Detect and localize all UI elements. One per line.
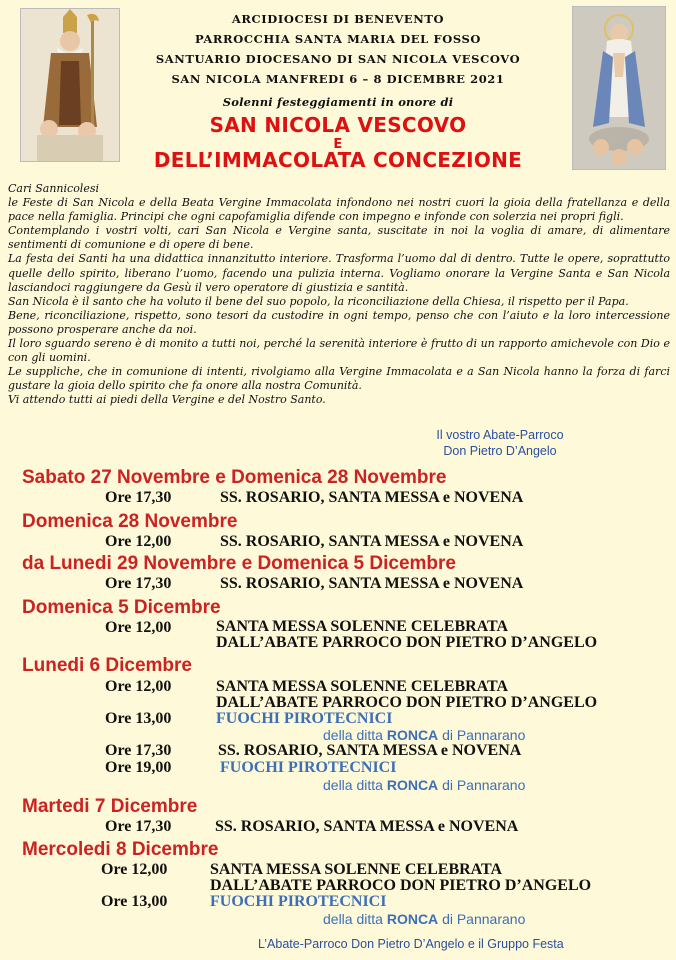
ditta-prefix: della ditta: [323, 911, 383, 927]
day-heading: Lunedi 6 Dicembre: [22, 655, 192, 676]
event-description: SS. ROSARIO, SANTA MESSA e NOVENA: [220, 533, 524, 550]
header-diocese: ARCIDIOCESI DI BENEVENTO: [231, 12, 445, 26]
event-description: SS. ROSARIO, SANTA MESSA e NOVENA: [218, 742, 522, 759]
event-description: FUOCHI PIROTECNICI: [210, 893, 387, 910]
event-time: Ore 17,30: [105, 818, 172, 835]
event-time: Ore 13,00: [105, 710, 172, 727]
letter-paragraph: Le suppliche, che in comunione di intenti, rivolgiamo alla Vergine Immacolata e a San Nicola hanno la forza di farci gustare la gioia dello spirito che fa onore alla nostra Comunità.: [8, 365, 670, 393]
event-time: Ore 12,00: [101, 861, 168, 878]
letter-paragraph: le Feste di San Nicola e della Beata Vergine Immacolata infondono nei nostri cuori la gioia della fratellanza e della pace nella famiglia. Principi che ogni capofamiglia difende con impegno e infonde con solerzia nei propri figli.: [8, 196, 670, 224]
pastoral-letter: [8, 182, 670, 408]
letter-signature: [400, 428, 600, 459]
day-heading: da Lunedi 29 Novembre e Domenica 5 Dicembre: [22, 553, 456, 574]
event-description: DALL’ABATE PARROCO DON PIETRO D’ANGELO: [210, 877, 592, 894]
event-description: SS. ROSARIO, SANTA MESSA e NOVENA: [220, 575, 524, 592]
event-description: DALL’ABATE PARROCO DON PIETRO D’ANGELO: [216, 694, 598, 711]
event-description: SS. ROSARIO, SANTA MESSA e NOVENA: [215, 818, 519, 835]
event-description: FUOCHI PIROTECNICI: [216, 710, 393, 727]
ditta-name: RONCA: [386, 911, 439, 927]
title-immacolata: DELL’IMMACOLATA CONCEZIONE: [153, 148, 523, 172]
header-parish: PARROCCHIA SANTA MARIA DEL FOSSO: [194, 32, 482, 46]
letter-paragraph: San Nicola è il santo che ha voluto il bene del suo popolo, la riconciliazione della Chiesa, il rispetto per il Papa.: [8, 294, 629, 308]
signature-name: Don Pietro D’Angelo: [443, 443, 557, 458]
letter-paragraph: Vi attendo tutti ai piedi della Vergine e del Nostro Santo.: [8, 393, 326, 407]
event-description: SANTA MESSA SOLENNE CELEBRATA: [216, 678, 509, 695]
fireworks-company: [323, 727, 525, 743]
letter-paragraph: Bene, riconciliazione, rispetto, sono tesori da custodire in ogni tempo, penso che con l’aiuto e la loro intercessione possono prosperare anche da noi.: [8, 308, 670, 336]
fireworks-company: [323, 911, 525, 927]
event-time: Ore 12,00: [105, 619, 172, 636]
letter-paragraph: Contemplando i vostri volti, cari San Nicola e Vergine santa, suscitate in noi la voglia di amare, di alimentare sentimenti di comunione e di opere di bene.: [8, 224, 670, 252]
day-heading: Martedi 7 Dicembre: [22, 796, 198, 817]
day-heading: Domenica 28 Novembre: [22, 511, 238, 532]
event-description: SANTA MESSA SOLENNE CELEBRATA: [216, 618, 509, 635]
header-dates: SAN NICOLA MANFREDI 6 – 8 DICEMBRE 2021: [171, 72, 505, 86]
event-time: Ore 17,30: [105, 742, 172, 759]
event-description: FUOCHI PIROTECNICI: [220, 759, 397, 776]
event-description: SANTA MESSA SOLENNE CELEBRATA: [210, 861, 503, 878]
fireworks-company: [323, 777, 525, 793]
letter-paragraph: Cari Sannicolesi: [8, 182, 100, 195]
ditta-name: RONCA: [386, 727, 439, 743]
ditta-suffix: di Pannarano: [442, 911, 526, 927]
header-subtitle: Solenni festeggiamenti in onore di: [222, 95, 454, 109]
ditta-name: RONCA: [386, 777, 439, 793]
event-time: Ore 17,30: [105, 575, 172, 592]
letter-paragraph: Il loro sguardo sereno è di monito a tutti noi, perché la serenità interiore è frutto di un rapporto amichevole con Dio e con gli uomini.: [8, 337, 670, 365]
ditta-suffix: di Pannarano: [442, 777, 526, 793]
footer-signature: L’Abate-Parroco Don Pietro D’Angelo e il Gruppo Festa: [258, 937, 564, 951]
title-san-nicola: SAN NICOLA VESCOVO: [209, 113, 467, 137]
day-heading: Sabato 27 Novembre e Domenica 28 Novembre: [22, 467, 447, 488]
event-description: SS. ROSARIO, SANTA MESSA e NOVENA: [220, 489, 524, 506]
event-description: DALL’ABATE PARROCO DON PIETRO D’ANGELO: [216, 634, 598, 651]
day-heading: Mercoledi 8 Dicembre: [22, 839, 219, 860]
title-conjunction: E: [333, 137, 343, 152]
event-time: Ore 13,00: [101, 893, 168, 910]
ditta-prefix: della ditta: [323, 777, 383, 793]
ditta-prefix: della ditta: [323, 727, 383, 743]
letter-paragraph: La festa dei Santi ha una didattica innanzitutto interiore. Trasforma l’uomo dal di dentro. Tutte le opere, soprattutto quelle dello spirito, liberano l’uomo, facendo una pulizia interna. Vogliamo onorare la Vergine Santa e San Nicola lasciandoci raggiungere da Gesù il vero operatore di giustizia e santità.: [8, 252, 670, 294]
event-time: Ore 19,00: [105, 759, 172, 776]
ditta-suffix: di Pannarano: [442, 727, 526, 743]
signature-role: Il vostro Abate-Parroco: [436, 428, 564, 442]
event-time: Ore 17,30: [105, 489, 172, 506]
event-time: Ore 12,00: [105, 678, 172, 695]
header-sanctuary: SANTUARIO DIOCESANO DI SAN NICOLA VESCOVO: [155, 52, 521, 66]
event-time: Ore 12,00: [105, 533, 172, 550]
day-heading: Domenica 5 Dicembre: [22, 597, 221, 618]
